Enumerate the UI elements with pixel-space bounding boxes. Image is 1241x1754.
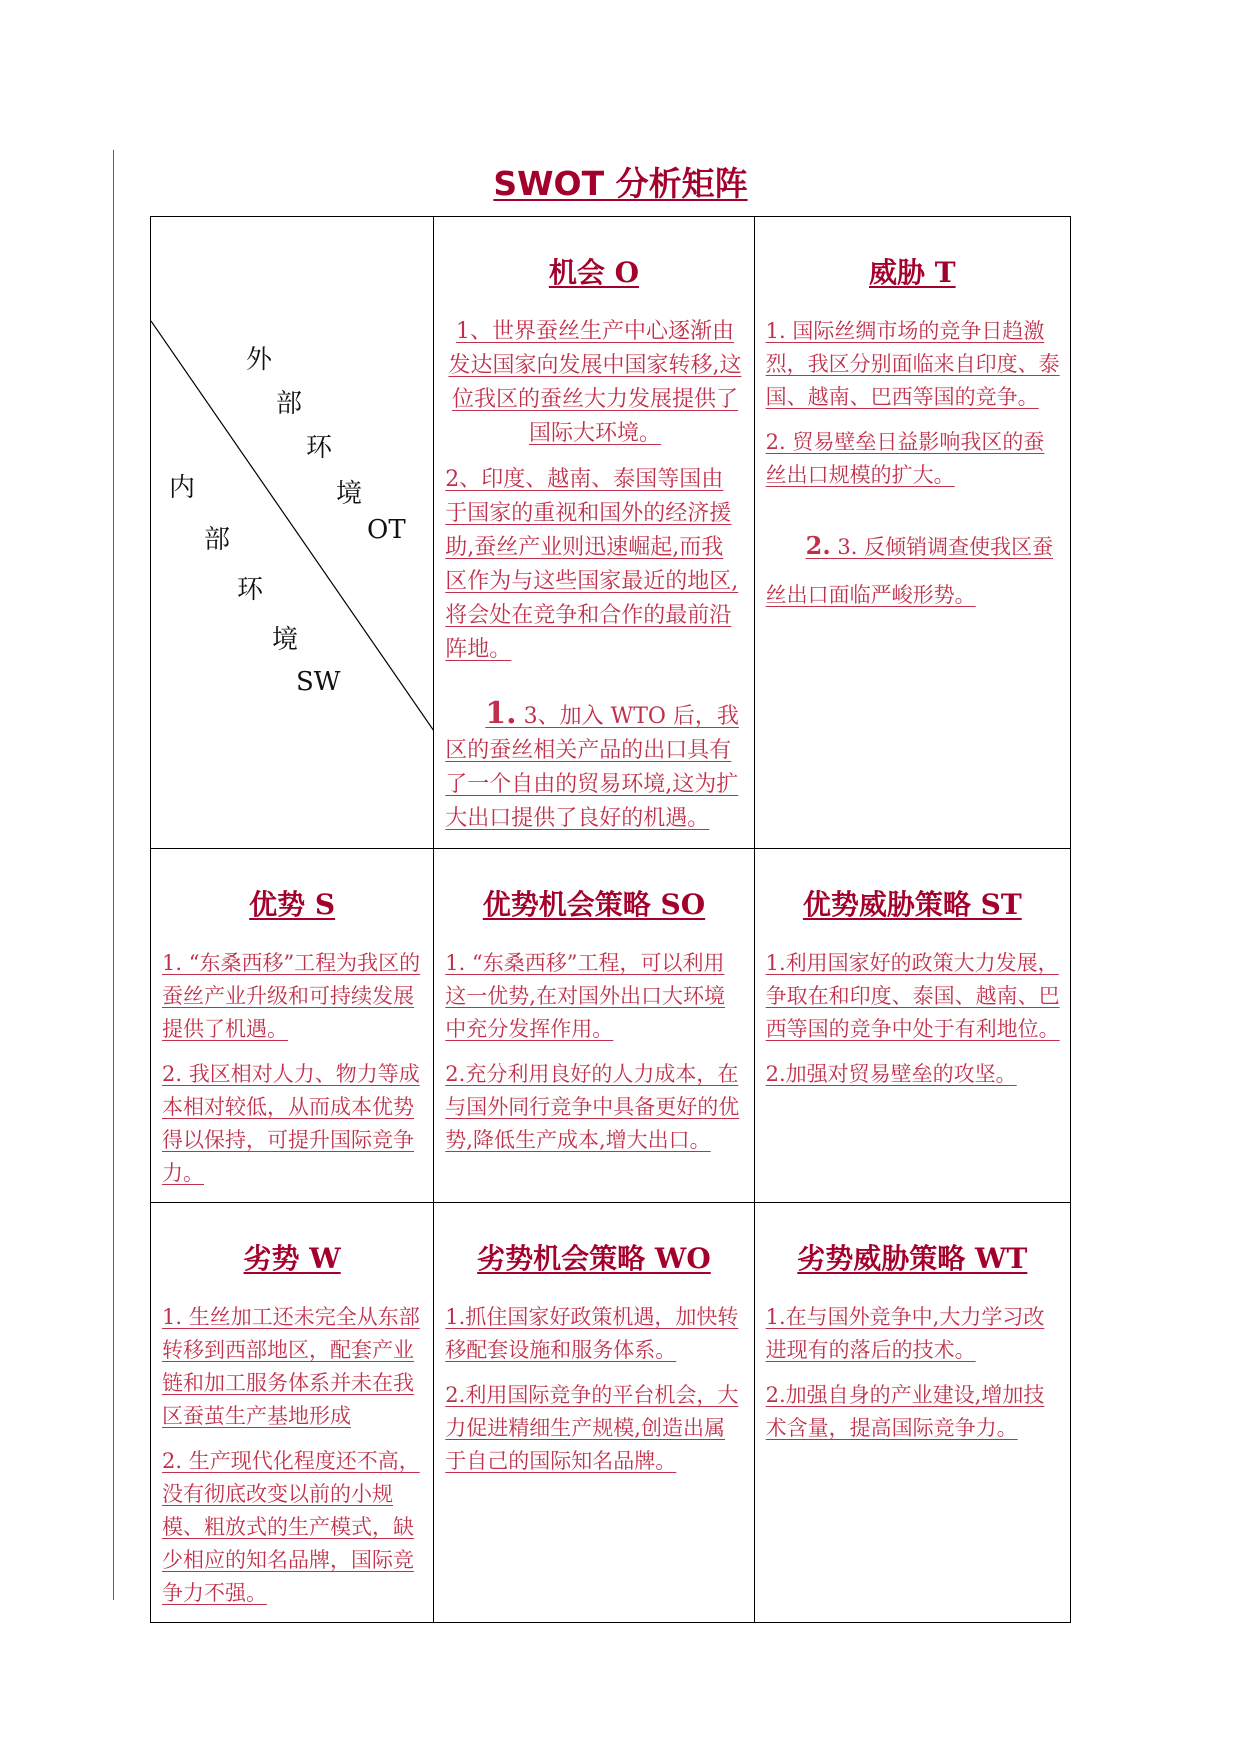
- page-title: SWOT 分析矩阵: [493, 164, 748, 203]
- opportunity-item-3-text: 3、加入 WTO 后，我区的蚕丝相关产品的出口具有了一个自由的贸易环境,这为扩大出口提供了良好的机遇。: [445, 704, 739, 831]
- wo-cell: [434, 1203, 754, 1623]
- wo-item-2: 2.利用国际竞争的平台机会，大力促进精细生产规模,创造出属于自己的国际知名品牌。: [445, 1383, 739, 1473]
- corner-external-1: 外: [246, 345, 273, 375]
- st-cell: [754, 849, 1070, 1203]
- corner-internal-1: 内: [169, 473, 196, 503]
- weakness-item-1: 1. 生丝加工还未完全从东部转移到西部地区，配套产业链和加工服务体系并未在我区蚕茧生产基地形成: [162, 1305, 420, 1428]
- corner-external-4: 境: [336, 479, 363, 509]
- swot-matrix: [150, 216, 1071, 1623]
- so-item-2: 2.充分利用良好的人力成本，在与国外同行竞争中具备更好的优势,降低生产成本,增大出口。: [445, 1062, 740, 1152]
- strength-item-2: 2. 我区相对人力、物力等成本相对较低，从而成本优势得以保持，可提升国际竞争力。: [162, 1062, 420, 1185]
- strength-heading: 优势 S: [249, 888, 336, 921]
- corner-internal-sw: SW: [296, 667, 341, 697]
- page-margin-line: [113, 150, 114, 1600]
- wt-item-1: 1.在与国外竞争中,大力学习改进现有的落后的技术。: [765, 1305, 1045, 1362]
- strength-cell: [151, 849, 434, 1203]
- opportunity-item-3-prefix: 1.: [485, 696, 517, 731]
- threat-cell: [754, 217, 1070, 849]
- corner-cell: [151, 217, 434, 849]
- st-heading: 优势威胁策略 ST: [802, 888, 1022, 921]
- st-item-2: 2.加强对贸易壁垒的攻坚。: [765, 1062, 1017, 1086]
- so-item-1: 1. “东桑西移”工程，可以利用这一优势,在对国外出口大环境中充分发挥作用。: [445, 951, 725, 1041]
- wt-heading: 劣势威胁策略 WT: [797, 1242, 1028, 1275]
- corner-external-3: 环: [306, 433, 333, 463]
- corner-internal-2: 部: [204, 525, 231, 555]
- st-item-1: 1.利用国家好的政策大力发展，争取在和印度、泰国、越南、巴西等国的竞争中处于有利地位。: [765, 951, 1060, 1041]
- threat-item-3-prefix: 2.: [805, 531, 831, 560]
- weakness-cell: [151, 1203, 434, 1623]
- corner-internal-3: 环: [237, 575, 264, 605]
- strength-item-1: 1. “东桑西移”工程为我区的蚕丝产业升级和可持续发展提供了机遇。: [162, 951, 421, 1041]
- threat-item-3-text: 3. 反倾销调查使我区蚕丝出口面临严峻形势。: [765, 535, 1054, 607]
- corner-external-ot: OT: [367, 515, 406, 545]
- corner-external-2: 部: [276, 389, 303, 419]
- opportunity-item-1: 1、世界蚕丝生产中心逐渐由发达国家向发展中国家转移,这位我区的蚕丝大力发展提供了国际大环境。: [448, 319, 742, 446]
- threat-item-2: 2. 贸易壁垒日益影响我区的蚕丝出口规模的扩大。: [765, 430, 1045, 487]
- wo-heading: 劣势机会策略 WO: [477, 1242, 711, 1275]
- opportunity-cell: [434, 217, 754, 849]
- opportunity-heading: 机会 O: [548, 256, 640, 289]
- opportunity-item-3: [445, 697, 744, 836]
- weakness-item-2: 2. 生产现代化程度还不高，没有彻底改变以前的小规模、粗放式的生产模式，缺少相应的知名品牌，国际竞争力不强。: [162, 1449, 420, 1605]
- wt-cell: [754, 1203, 1070, 1623]
- opportunity-item-2: 2、印度、越南、泰国等国由于国家的重视和国外的经济援助,蚕丝产业则迅速崛起,而我区作为与这些国家最近的地区,将会处在竞争和合作的最前沿阵地。: [445, 467, 739, 662]
- so-heading: 优势机会策略 SO: [482, 888, 706, 921]
- wt-item-2: 2.加强自身的产业建设,增加技术含量，提高国际竞争力。: [765, 1383, 1045, 1440]
- threat-heading: 威胁 T: [869, 256, 956, 289]
- threat-item-3: [766, 522, 1061, 619]
- weakness-heading: 劣势 W: [243, 1242, 341, 1275]
- so-cell: [434, 849, 754, 1203]
- corner-internal-4: 境: [272, 625, 299, 655]
- wo-item-1: 1.抓住国家好政策机遇，加快转移配套设施和服务体系。: [445, 1305, 739, 1362]
- threat-item-1: 1. 国际丝绸市场的竞争日趋激烈，我区分别面临来自印度、泰国、越南、巴西等国的竞争。: [765, 319, 1060, 409]
